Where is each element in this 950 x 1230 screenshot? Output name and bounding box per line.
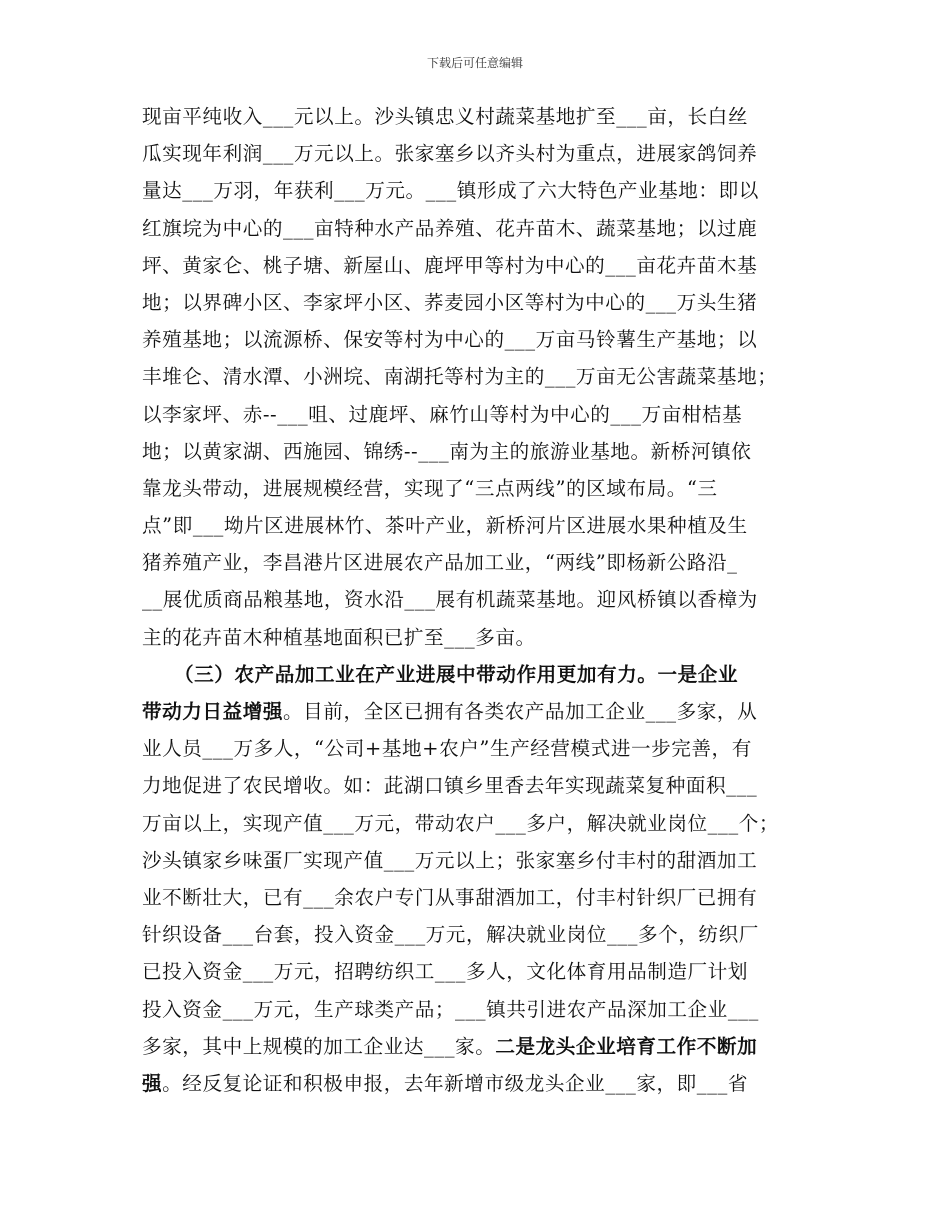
text-line bbox=[142, 656, 812, 693]
text-line bbox=[142, 767, 812, 804]
text-run: 地；以界碑小区、李家坪小区、荞麦园小区等村为中心的___万头生猪 bbox=[142, 290, 758, 314]
text-run: __展优质商品粮基地，资水沿___展有机蔬菜基地。迎风桥镇以香樟为 bbox=[142, 588, 758, 612]
text-run: 主的花卉苗木种植基地面积已扩至___多亩。 bbox=[142, 625, 536, 649]
text-run: 以李家坪、赤--___咀、过鹿坪、麻竹山等村为中心的___万亩柑桔基 bbox=[142, 402, 743, 426]
page-header: 下载后可任意编辑 bbox=[426, 56, 523, 70]
text-line bbox=[142, 321, 812, 358]
text-line bbox=[142, 544, 812, 581]
text-run: 业不断壮大，已有___余农户专门从事甜酒加工，付丰村针织厂已拥有 bbox=[142, 885, 758, 909]
text-run: 多家，其中上规模的加工企业达___家。 bbox=[142, 1034, 496, 1058]
text-run: 量达___万羽，年获利___万元。___镇形成了六大特色产业基地：即以 bbox=[142, 179, 759, 203]
text-line bbox=[142, 396, 812, 433]
document-body bbox=[142, 98, 812, 1102]
text-run: 瓜实现年利润___万元以上。张家塞乡以齐头村为重点，进展家鸽饲养 bbox=[142, 142, 758, 166]
text-line bbox=[142, 842, 812, 879]
text-line bbox=[142, 470, 812, 507]
text-run: 沙头镇家乡味蛋厂实现产值___万元以上；张家塞乡付丰村的甜酒加工 bbox=[142, 848, 758, 872]
text-run: 。目前，全区已拥有各类农产品加工企业___多家，从 bbox=[283, 700, 758, 723]
text-line bbox=[142, 953, 812, 990]
text-run: 力地促进了农民增收。如：茈湖口镇乡里香去年实现蔬菜复种面积___ bbox=[142, 774, 758, 798]
text-line bbox=[142, 172, 812, 209]
text-run: 坪、黄家仑、桃子塘、新屋山、鹿坪甲等村为中心的___亩花卉苗木基 bbox=[142, 253, 758, 277]
bold-text-run: （三）农产品加工业在产业进展中带动作用更加有力。一是企业 bbox=[174, 662, 739, 686]
text-line bbox=[142, 879, 812, 916]
bold-text-run: 二是龙头企业培育工作不断加 bbox=[495, 1034, 758, 1058]
text-run: 针织设备___台套，投入资金___万元，解决就业岗位___多个，纺织厂 bbox=[142, 923, 759, 947]
text-line bbox=[142, 135, 812, 172]
text-line bbox=[142, 730, 812, 767]
text-run: 红旗垸为中心的___亩特种水产品养殖、花卉苗木、蔬菜基地；以过鹿 bbox=[142, 216, 758, 240]
text-line bbox=[142, 358, 812, 395]
text-line bbox=[142, 284, 812, 321]
text-line bbox=[142, 1028, 812, 1065]
text-line bbox=[142, 507, 812, 544]
text-run: 猪养殖产业，李昌港片区进展农产品加工业，“两线”即杨新公路沿_ bbox=[142, 551, 738, 575]
text-run: 。经反复论证和积极申报，去年新增市级龙头企业___家，即___省 bbox=[162, 1071, 748, 1095]
text-run: 投入资金___万元，生产球类产品；___镇共引进农产品深加工企业___ bbox=[142, 997, 759, 1021]
text-line bbox=[142, 916, 812, 953]
text-line bbox=[142, 991, 812, 1028]
text-run: 丰堆仑、清水潭、小洲垸、南湖托等村为主的___万亩无公害蔬菜基地； bbox=[142, 365, 778, 389]
bold-text-run: 带动力日益增强 bbox=[142, 700, 284, 723]
text-line bbox=[142, 805, 812, 842]
text-run: 点”即___坳片区进展林竹、茶叶产业，新桥河片区进展水果种植及生 bbox=[142, 514, 748, 538]
text-line bbox=[142, 619, 812, 656]
text-run: 万亩以上，实现产值___万元，带动农户___多户，解决就业岗位___个； bbox=[142, 811, 780, 835]
text-line bbox=[142, 581, 812, 618]
text-line bbox=[142, 98, 812, 135]
text-line bbox=[142, 1065, 812, 1102]
bold-text-run: 强 bbox=[142, 1071, 163, 1095]
text-run: 靠龙头带动，进展规模经营，实现了“三点两线”的区域布局。“三 bbox=[142, 476, 718, 500]
text-line bbox=[142, 693, 812, 730]
text-run: 现亩平纯收入___元以上。沙头镇忠义村蔬菜基地扩至___亩，长白丝 bbox=[142, 105, 748, 128]
text-run: 业人员___万多人，“公司+基地+农户”生产经营模式进一步完善，有 bbox=[142, 737, 752, 761]
text-line bbox=[142, 247, 812, 284]
text-run: 地；以黄家湖、西施园、锦绣--___南为主的旅游业基地。新桥河镇依 bbox=[142, 439, 752, 463]
text-run: 养殖基地；以流源桥、保安等村为中心的___万亩马铃薯生产基地；以 bbox=[142, 328, 758, 352]
text-run: 已投入资金___万元，招聘纺织工___多人，文化体育用品制造厂计划 bbox=[142, 960, 748, 984]
text-line bbox=[142, 433, 812, 470]
text-line bbox=[142, 210, 812, 247]
